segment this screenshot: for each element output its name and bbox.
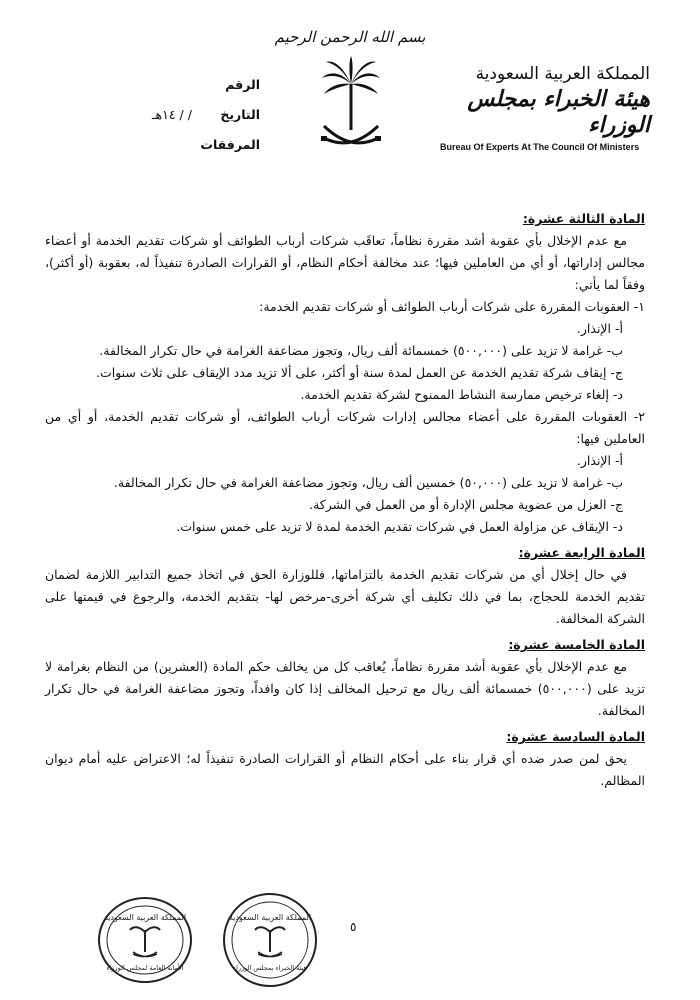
article-13-item-1: ١- العقوبات المقررة على شركات أرباب الطوائف أو شركات تقديم الخدمة:	[259, 299, 645, 314]
article-13-item-2a: أ- الإنذار.	[576, 453, 623, 468]
stamp2-top-text: المملكة العربية السعودية	[228, 913, 312, 922]
article-13-item-1b: ب- غرامة لا تزيد على (٥٠٠,٠٠٠) خمسمائة ألف ريال، وتجوز مضاعفة الغرامة في حال تكرار المخالفة.	[99, 343, 623, 358]
page-number: ٥	[350, 920, 357, 934]
stamp1-bottom-text: الأمانة العامة لمجلس الوزراء	[106, 964, 184, 972]
article-13-item-2c: ج- العزل من عضوية مجلس الإدارة أو من العمل في الشركة.	[309, 497, 623, 512]
document-meta	[60, 70, 260, 160]
stamp2-bottom-text: هيئة الخبراء بمجلس الوزراء	[233, 964, 307, 972]
attachments-label: المرفقات	[200, 137, 260, 152]
bureau-name-english: Bureau Of Experts At The Council Of Ministers	[440, 142, 640, 152]
bureau-of-experts-stamp	[220, 890, 320, 990]
organization-header	[440, 64, 650, 152]
basmala: بسم الله الرحمن الرحيم	[274, 28, 426, 46]
article-13-item-2b: ب- غرامة لا تزيد على (٥٠,٠٠٠) خمسين ألف ريال، وتجوز مضاعفة الغرامة في حال تكرار المخالفة.	[113, 475, 623, 490]
article-13-item-2d: د- الإيقاف عن مزاولة العمل في شركات تقديم الخدمة لمدة لا تزيد على خمس سنوات.	[176, 519, 623, 534]
article-16-heading: المادة السادسة عشرة:	[506, 729, 645, 744]
article-15-text: مع عدم الإخلال بأي عقوبة أشد مقررة نظاماً، يُعاقب كل من يخالف حكم المادة (العشرين) من النظام بغرامة لا تزيد على (٥٠٠,٠٠٠) خمسمائة ألف ريال مع ترحيل المخالف إذا كان وافداً، وتجوز مضاعفة الغرامة في حال تكرار المخالفة.	[45, 659, 645, 718]
document-body	[45, 204, 645, 792]
article-13-intro: مع عدم الإخلال بأي عقوبة أشد مقررة نظاماً، تعاقَب شركات أرباب الطوائف أو شركات تقديم الخدمة أو أعضاء مجالس إداراتها، أو أي من العاملين فيها؛ عند مخالفة أحكام النظام، أو القرارات الصادرة تنفيذاً له، بعقوبة (أو أكثر)، وفقاً لما يأتي:	[45, 233, 645, 292]
date-value: / / ١٤هـ	[151, 107, 192, 122]
saudi-emblem-palm-swords-icon	[318, 54, 384, 154]
number-label: الرقم	[225, 77, 260, 92]
article-13-item-1c: ج- إيقاف شركة تقديم الخدمة عن العمل لمدة سنة أو أكثر، على ألا تزيد مدد الإيقاف على ثلاث سنوات.	[95, 365, 623, 380]
stamp1-top-text: المملكة العربية السعودية	[103, 913, 187, 922]
number-row	[60, 70, 260, 100]
attachments-row	[60, 130, 260, 160]
kingdom-name: المملكة العربية السعودية	[475, 64, 650, 84]
article-14-text: في حال إخلال أي من شركات تقديم الخدمة بالتزاماتها، فللوزارة الحق في اتخاذ جميع التدابير اللازمة لضمان تقديم الخدمة للحجاج، بما في ذلك تكليف أي شركة أخرى-مرخص لها- بتقديم الخدمة، والرجوع في قيمتها على الشركة المخالفة.	[45, 567, 645, 626]
article-13-item-2: ٢- العقوبات المقررة على أعضاء مجالس إدارات شركات أرباب الطوائف، أو شركات تقديم الخدمة، أو أي من العاملين فيها:	[45, 409, 645, 446]
date-row	[60, 100, 260, 130]
article-14-heading: المادة الرابعة عشرة:	[518, 545, 645, 560]
bureau-name: هيئة الخبراء بمجلس الوزراء	[467, 86, 650, 138]
official-stamps	[95, 890, 345, 990]
article-15-heading: المادة الخامسة عشرة:	[508, 637, 645, 652]
article-13-item-1d: د- إلغاء ترخيص ممارسة النشاط الممنوح لشركة تقديم الخدمة.	[300, 387, 623, 402]
general-secretariat-stamp	[95, 890, 195, 990]
article-13-item-1a: أ- الإنذار.	[576, 321, 623, 336]
date-label: التاريخ	[220, 107, 260, 122]
article-16-text: يحق لمن صدر ضده أي قرار بناء على أحكام النظام أو القرارات الصادرة تنفيذاً له؛ الاعتراض عليه أمام ديوان المظالم.	[45, 751, 645, 788]
article-13-heading: المادة الثالثة عشرة:	[522, 211, 645, 226]
